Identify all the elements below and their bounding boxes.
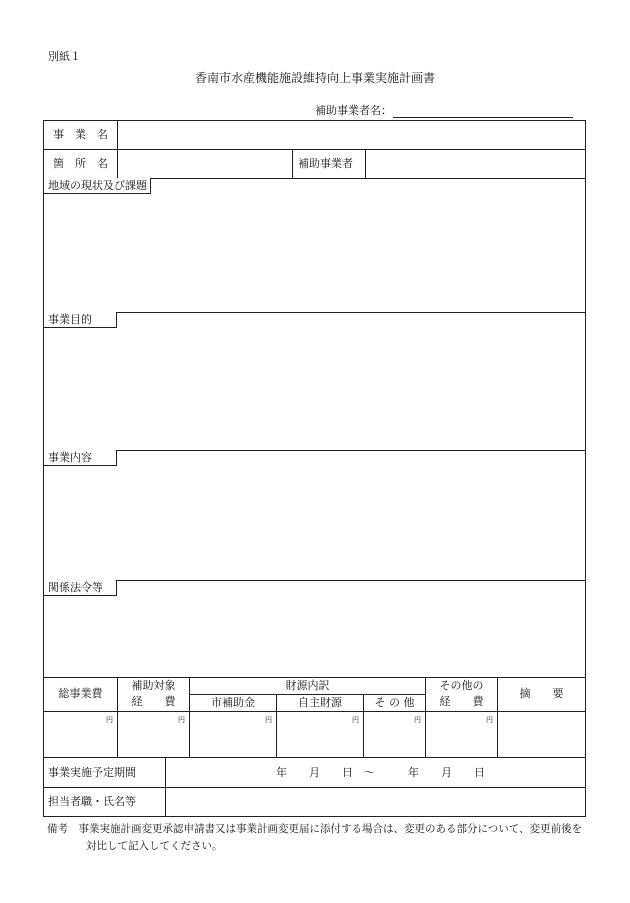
section-label-content: 事業内容: [44, 450, 117, 466]
row-divider: [44, 450, 585, 451]
total-cost-header: 総事業費: [58, 687, 103, 700]
regulations-field[interactable]: [44, 599, 585, 677]
form-frame: [43, 120, 586, 817]
city-subsidy-header: 市補助金: [211, 696, 255, 709]
funding-breakdown-header: 財源内訳: [285, 679, 330, 692]
yen-unit: 円: [265, 716, 272, 724]
other-cost-header-2: 経 費: [439, 695, 484, 708]
summary-field[interactable]: [498, 712, 585, 757]
row-divider: [44, 757, 585, 758]
other-funds-header: そ の 他: [374, 696, 415, 709]
own-funds-header: 自主財源: [298, 696, 342, 709]
subsidy-target-field[interactable]: [118, 712, 189, 757]
period-dates[interactable]: 年 月 日 ～ 年 月 日: [276, 766, 485, 779]
contact-label: 担当者職・氏名等: [48, 795, 136, 808]
own-funds-field[interactable]: [277, 712, 363, 757]
section-label-regulations: 関係法令等: [44, 580, 117, 596]
col-divider: [292, 149, 293, 178]
note-line-2: 対比して記入してください。: [86, 840, 223, 852]
summary-header: 摘 要: [519, 687, 564, 700]
yen-unit: 円: [486, 716, 493, 724]
note-line-1: 備考 事業実施計画変更承認申請書又は事業計画変更届に添付する場合は、変更のある部分について、変更前後を: [47, 823, 583, 835]
row-divider: [44, 580, 585, 581]
other-cost-field[interactable]: [426, 712, 497, 757]
content-field[interactable]: [44, 469, 585, 580]
current-status-field[interactable]: [44, 196, 585, 312]
period-label: 事業実施予定期間: [48, 766, 136, 779]
total-cost-field[interactable]: [44, 712, 117, 757]
section-label-purpose: 事業目的: [44, 312, 117, 328]
yen-unit: 円: [178, 716, 185, 724]
document-title: 香南市水産機能施設維持向上事業実施計画書: [194, 71, 435, 85]
city-subsidy-field[interactable]: [190, 712, 276, 757]
yen-unit: 円: [414, 716, 421, 724]
row-divider: [44, 677, 585, 678]
applicant-signature-row: [315, 104, 575, 118]
yen-unit: 円: [352, 716, 359, 724]
operator-label: 補助事業者: [298, 157, 353, 170]
operator-field[interactable]: [366, 150, 585, 178]
subsidy-target-header-1: 補助対象: [131, 679, 176, 692]
section-label-current-status: 地域の現状及び課題: [44, 178, 151, 194]
row-divider: [44, 312, 585, 313]
row-divider: [189, 694, 425, 695]
project-name-field[interactable]: [118, 121, 585, 149]
location-label: 箇 所 名: [53, 157, 108, 170]
contact-field[interactable]: [166, 788, 585, 816]
other-funds-field[interactable]: [364, 712, 425, 757]
applicant-label: 補助事業者名：: [315, 104, 392, 117]
applicant-underline[interactable]: [393, 117, 573, 118]
attachment-number: 別紙１: [48, 50, 81, 63]
other-cost-header-1: その他の: [439, 679, 484, 692]
subsidy-target-header-2: 経 費: [131, 695, 176, 708]
yen-unit: 円: [106, 716, 113, 724]
purpose-field[interactable]: [44, 331, 585, 450]
project-name-label: 事 業 名: [53, 128, 108, 141]
location-field[interactable]: [118, 150, 292, 178]
